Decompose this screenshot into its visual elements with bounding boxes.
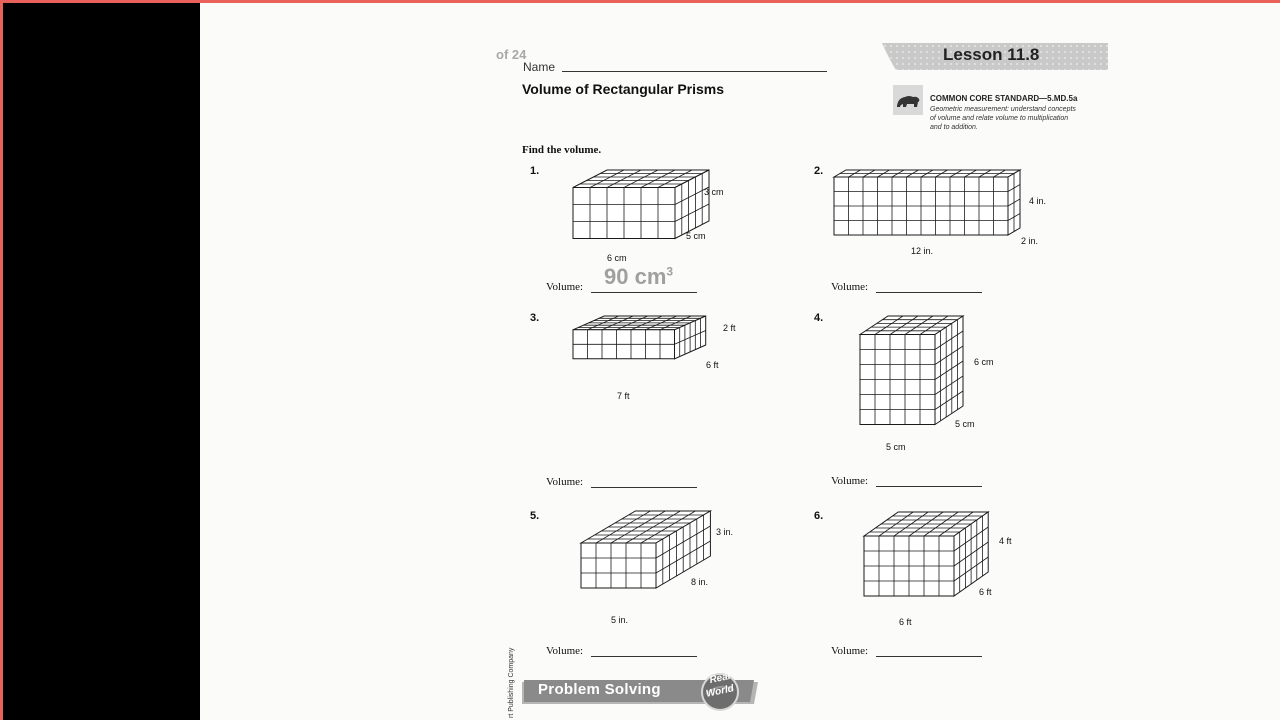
problem-3-volume-label: Volume: [546, 476, 584, 488]
problem-2-number: 2. [814, 165, 824, 177]
problem-6-volume-label: Volume: [831, 645, 869, 657]
name-label: Name [523, 60, 556, 74]
problem-5-height-label: 3 in. [716, 527, 734, 537]
problem-solving-title: Problem Solving [538, 681, 661, 698]
problem-2-prism [834, 170, 1029, 246]
problem-6-width-label: 6 ft [979, 587, 992, 597]
problem-1-length-label: 6 cm [607, 253, 627, 263]
bear-icon [893, 85, 923, 115]
name-line [562, 71, 827, 72]
instructions: Find the volume. [522, 144, 602, 156]
problem-4-number: 4. [814, 312, 824, 324]
problem-6-prism [864, 512, 999, 617]
problem-4-length-label: 5 cm [886, 442, 906, 452]
problem-3-answer-line[interactable] [591, 487, 697, 488]
problem-2-length-label: 12 in. [911, 246, 934, 256]
problem-6-length-label: 6 ft [899, 617, 912, 627]
problem-4-answer-line[interactable] [876, 486, 982, 487]
problem-1-volume-label: Volume: [546, 281, 584, 293]
document-page [200, 3, 1280, 720]
problem-1-answer: 90 $cm^3$ [604, 264, 674, 289]
problem-5-prism [581, 511, 721, 617]
problem-1-height-label: 3 cm [704, 187, 724, 197]
problem-4-width-label: 5 cm [955, 419, 975, 429]
problem-1-answer-line[interactable] [591, 292, 697, 293]
real-world-badge-line1: Real [708, 670, 732, 687]
problem-5-length-label: 5 in. [611, 615, 629, 625]
problem-5-answer-line[interactable] [591, 656, 697, 657]
standard-description: Geometric measurement: understand concepts of volume and relate volume to multiplication and to addition. [930, 106, 1076, 131]
problem-2-volume-label: Volume: [831, 281, 869, 293]
problem-2-width-label: 2 in. [1021, 236, 1039, 246]
problem-6-answer-line[interactable] [876, 656, 982, 657]
real-world-badge-line2: World [705, 683, 735, 700]
problem-1-width-label: 5 cm [686, 231, 706, 241]
problem-4-height-label: 6 cm [974, 357, 994, 367]
left-black-panel [3, 3, 200, 720]
publisher-credit: rt Publishing Company [508, 647, 515, 718]
lesson-number: Lesson 11.8 [943, 45, 1040, 64]
problem-1-number: 1. [530, 165, 540, 177]
problem-3-number: 3. [530, 312, 540, 324]
problem-6-height-label: 4 ft [999, 536, 1012, 546]
standard-title: COMMON CORE STANDARD—5.MD.5a [930, 94, 1078, 103]
problem-5-width-label: 8 in. [691, 577, 709, 587]
problem-2-height-label: 4 in. [1029, 196, 1047, 206]
problem-2-answer-line[interactable] [876, 292, 982, 293]
problem-6-number: 6. [814, 510, 824, 522]
problem-1-prism [573, 170, 713, 255]
problem-5-number: 5. [530, 510, 540, 522]
problem-3-width-label: 6 ft [706, 360, 719, 370]
problem-4-volume-label: Volume: [831, 475, 869, 487]
problem-3-length-label: 7 ft [617, 391, 630, 401]
problem-3-height-label: 2 ft [723, 323, 736, 333]
worksheet-title: Volume of Rectangular Prisms [522, 81, 725, 97]
problem-5-volume-label: Volume: [546, 645, 584, 657]
problem-3-prism [573, 316, 723, 391]
page-counter: of 24 [496, 47, 527, 62]
